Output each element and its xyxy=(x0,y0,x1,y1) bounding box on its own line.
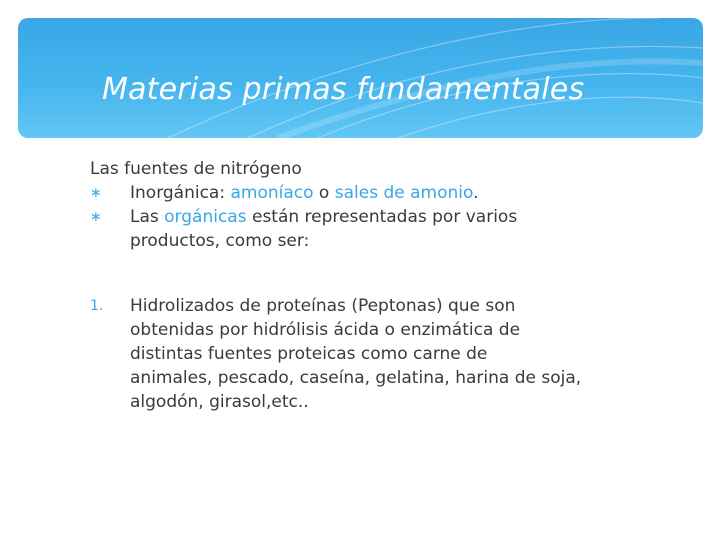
bullet-text-prefix: Inorgánica: xyxy=(130,183,231,203)
numbered-text-line: distintas fuentes proteicas como carne de xyxy=(130,344,488,364)
bullet-text-suffix: . xyxy=(473,183,479,203)
bullet-item-organic-continuation: productos, como ser: xyxy=(130,231,310,251)
numbered-text-line: animales, pescado, caseína, gelatina, harina de soja, xyxy=(130,368,582,388)
bullet-item-organic xyxy=(90,205,650,229)
highlight-ammonia: amoníaco xyxy=(230,183,314,203)
bullet-text-mid: o xyxy=(313,183,335,203)
asterisk-bullet-icon: ∗ xyxy=(90,185,102,201)
number-marker: 1. xyxy=(90,298,104,314)
intro-line: Las fuentes de nitrógeno xyxy=(90,159,302,179)
slide-title: Materias primas fundamentales xyxy=(102,72,585,107)
numbered-text-line: obtenidas por hidrólisis ácida o enzimática de xyxy=(130,320,521,340)
bullet-item-inorganic xyxy=(90,181,650,205)
spacer xyxy=(90,253,650,294)
bullet-text-prefix: Las xyxy=(130,207,165,227)
highlight-ammonium-salts: sales de amonio xyxy=(334,183,474,203)
asterisk-bullet-icon: ∗ xyxy=(90,209,102,225)
highlight-organic: orgánicas xyxy=(164,207,247,227)
numbered-text-line: algodón, girasol,etc.. xyxy=(130,392,309,412)
bullet-text-line1: están representadas por varios xyxy=(246,207,518,227)
numbered-item-line xyxy=(90,294,650,318)
slide-body xyxy=(90,157,650,414)
numbered-text: Hidrolizados de proteínas (Peptonas) que son xyxy=(130,296,516,316)
